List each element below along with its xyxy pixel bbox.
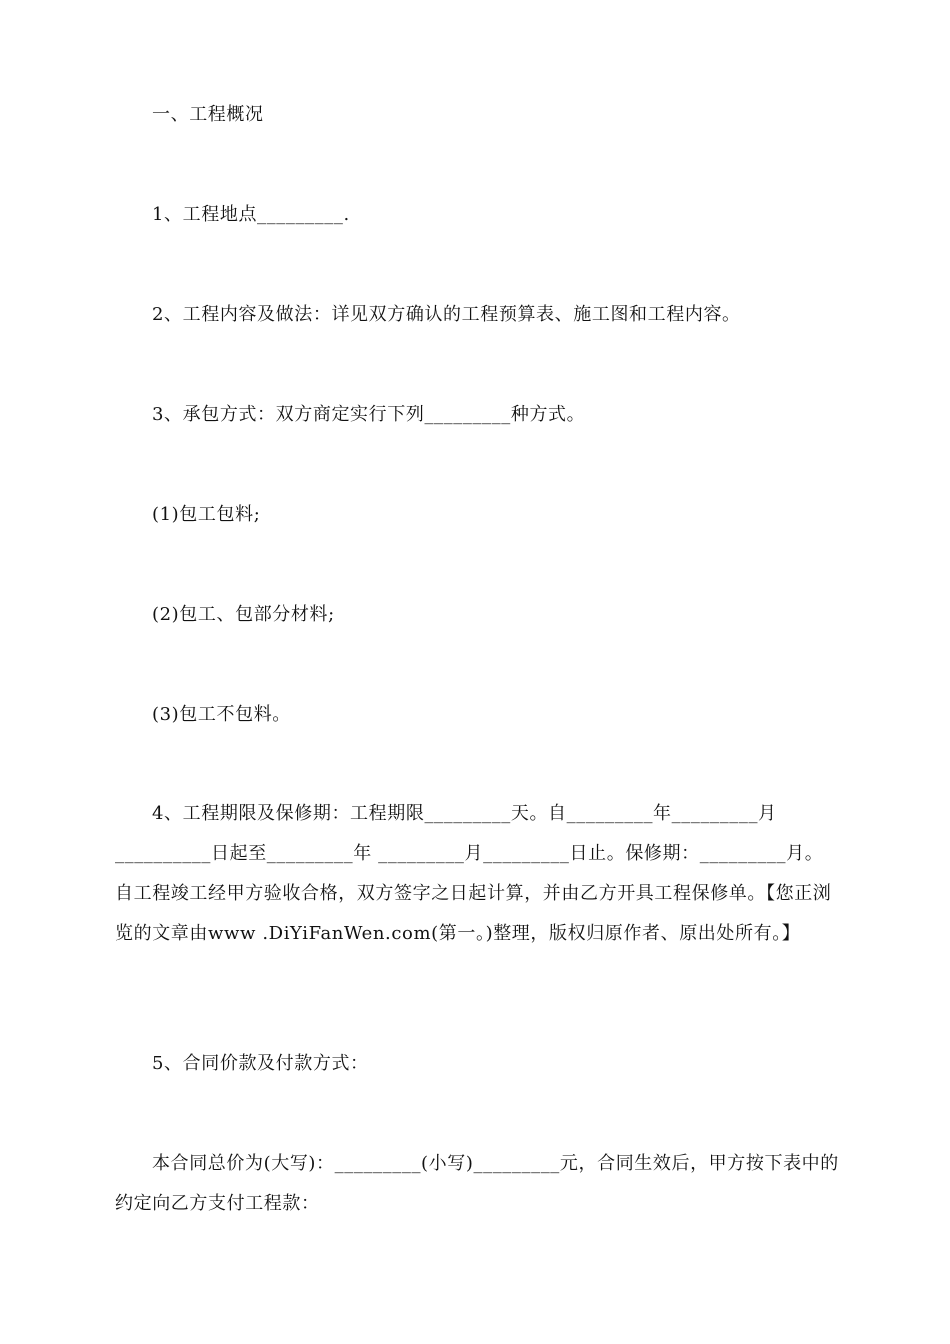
section-heading: 一、工程概况 bbox=[152, 104, 264, 125]
item-contract-mode: 3、承包方式：双方商定实行下列_________种方式。 bbox=[152, 404, 586, 425]
item-location: 1、工程地点_________. bbox=[152, 204, 350, 225]
option-2: (2)包工、包部分材料; bbox=[152, 604, 335, 625]
option-3: (3)包工不包料。 bbox=[152, 704, 291, 725]
paragraph-total-price: 本合同总价为(大写)：_________(小写)_________元，合同生效后，甲方按下表中的约定向乙方支付工程款： bbox=[115, 1153, 839, 1214]
option-1: (1)包工包料; bbox=[152, 504, 261, 525]
item-period-warranty: 4、工程期限及保修期：工程期限_________天。自_________年_________月__________日起至_________年 _________月_________日止。保修期：_________月。自工程竣工经甲方验收合格，双方签字之日起计算，并由乙方开具工程保修单。【您正浏览的文章由www .DiYiFanWen.com(第一。)整理，版权归原作者、原出处所有。】 bbox=[115, 803, 832, 944]
item-price-payment: 5、合同价款及付款方式： bbox=[152, 1053, 369, 1074]
item-content: 2、工程内容及做法：详见双方确认的工程预算表、施工图和工程内容。 bbox=[152, 304, 741, 325]
